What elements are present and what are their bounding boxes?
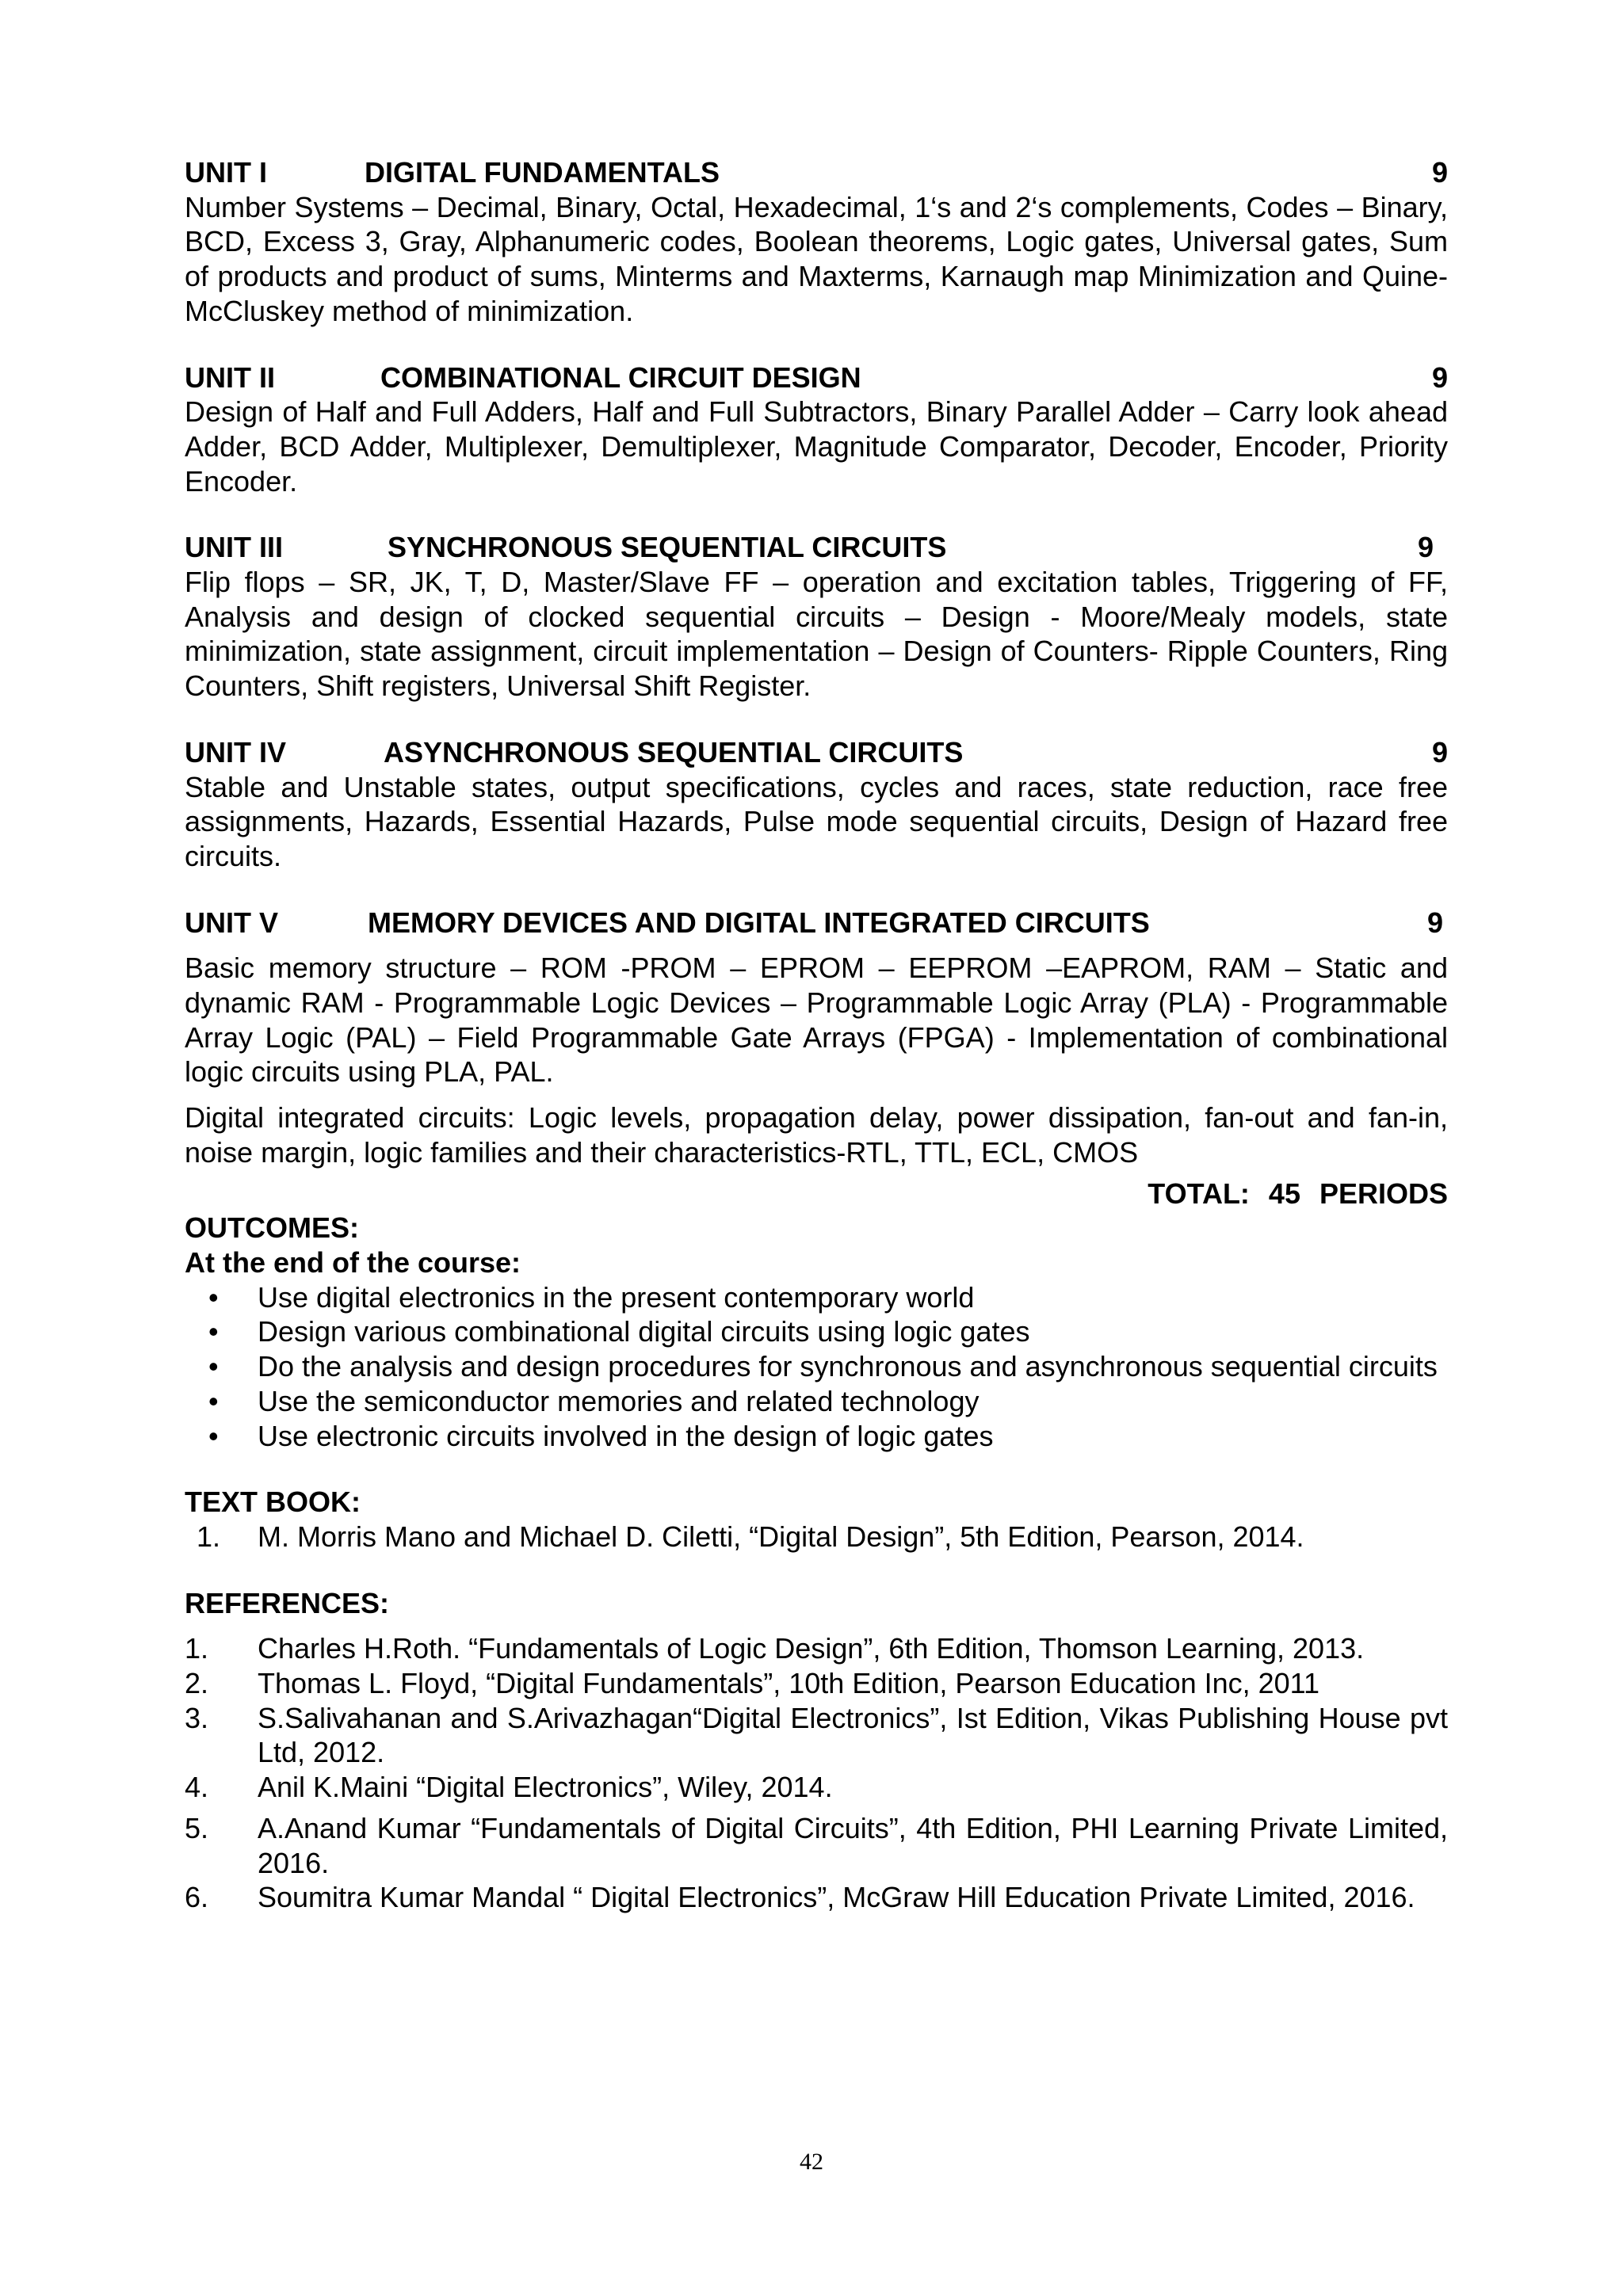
syllabus-page: [185, 155, 1448, 1915]
unit-1: [185, 155, 1448, 329]
list-item: 3. S.Salivahanan and S.Arivazhagan“Digital Electronics”, Ist Edition, Vikas Publishing House pvt Ltd, 2012.: [185, 1701, 1448, 1769]
unit-heading: [185, 906, 1448, 940]
item-number: 6.: [185, 1881, 209, 1914]
unit-content: Stable and Unstable states, output specifications, cycles and races, state reduction, race free assignments, Hazards, Essential Hazards, Pulse mode sequential circuits, Design of Hazard free circuits.: [185, 770, 1448, 872]
unit-number: UNIT I: [185, 156, 267, 189]
outcomes-heading: OUTCOMES:: [185, 1211, 359, 1245]
unit-content: Design of Half and Full Adders, Half and Full Subtractors, Binary Parallel Adder – Carry look ahead Adder, BCD Adder, Multiplexer, Demultiplexer, Magnitude Comparator, Decoder, Encoder, Priority Encoder.: [185, 395, 1448, 498]
list-item: 6. Soumitra Kumar Mandal “ Digital Electronics”, McGraw Hill Education Private Limited, 2016.: [185, 1881, 1415, 1914]
list-item: 1. M. Morris Mano and Michael D. Ciletti, “Digital Design”, 5th Edition, Pearson, 2014.: [197, 1520, 1304, 1553]
item-number: 3.: [185, 1701, 209, 1734]
item-number: 2.: [185, 1667, 209, 1700]
list-item: 5. A.Anand Kumar “Fundamentals of Digital Circuits”, 4th Edition, PHI Learning Private Limited, 2016.: [185, 1811, 1448, 1879]
unit-content-extra: Digital integrated circuits: Logic levels, propagation delay, power dissipation, fan-out and fan-in, noise margin, logic families and their characteristics-RTL, TTL, ECL, CMOS: [185, 1101, 1448, 1169]
textbook-heading: TEXT BOOK:: [185, 1486, 361, 1519]
item-number: 5.: [185, 1811, 209, 1844]
unit-content: Basic memory structure – ROM -PROM – EPROM – EEPROM –EAPROM, RAM – Static and dynamic RAM - Programmable Logic Devices – Programmable Logic Array (PLA) - Programmable Array Logic (PAL) – Field Programmable Gate Arrays (FPGA) - Implementation of combinational logic circuits using PLA, PAL.: [185, 952, 1448, 1089]
outcomes-list: [185, 1280, 1448, 1454]
unit-title: DIGITAL FUNDAMENTALS: [365, 156, 720, 189]
references-list: [185, 1631, 1448, 1915]
list-item: • Use digital electronics in the present contemporary world: [208, 1280, 975, 1314]
list-item: • Design various combinational digital circuits using logic gates: [208, 1315, 1030, 1348]
references-heading: REFERENCES:: [185, 1586, 390, 1619]
unit-number: UNIT V: [185, 906, 279, 939]
item-number: 1.: [185, 1632, 209, 1665]
bullet-icon: •: [208, 1315, 219, 1348]
unit-heading: [185, 530, 1448, 565]
unit-title: ASYNCHRONOUS SEQUENTIAL CIRCUITS: [384, 735, 964, 769]
unit-number: UNIT IV: [185, 735, 287, 769]
unit-hours: 9: [1431, 735, 1448, 769]
unit-3: [185, 530, 1448, 704]
unit-hours: 9: [1431, 156, 1448, 189]
unit-hours: 9: [1417, 531, 1434, 564]
unit-number: UNIT II: [185, 360, 275, 394]
unit-heading: [185, 360, 1448, 395]
list-item: 1. Charles H.Roth. “Fundamentals of Logic Design”, 6th Edition, Thomson Learning, 2013.: [185, 1632, 1365, 1665]
unit-number: UNIT III: [185, 531, 283, 564]
list-item: • Use electronic circuits involved in the design of logic gates: [208, 1419, 994, 1452]
unit-5: [185, 906, 1448, 1170]
bullet-icon: •: [208, 1280, 219, 1314]
unit-hours: 9: [1426, 906, 1443, 939]
unit-hours: 9: [1431, 360, 1448, 394]
unit-2: [185, 360, 1448, 499]
bullet-icon: •: [208, 1384, 219, 1417]
unit-title: SYNCHRONOUS SEQUENTIAL CIRCUITS: [388, 531, 947, 564]
unit-heading: [185, 155, 1448, 190]
list-item: • Use the semiconductor memories and related technology: [208, 1384, 980, 1417]
unit-heading: [185, 735, 1448, 770]
item-number: 1.: [197, 1520, 221, 1553]
list-item: • Do the analysis and design procedures for synchronous and asynchronous sequential circuits: [208, 1350, 1438, 1383]
unit-title: MEMORY DEVICES AND DIGITAL INTEGRATED CIRCUITS: [368, 906, 1150, 939]
unit-title: COMBINATIONAL CIRCUIT DESIGN: [380, 360, 861, 394]
item-number: 4.: [185, 1771, 209, 1804]
unit-content: Number Systems – Decimal, Binary, Octal, Hexadecimal, 1‘s and 2‘s complements, Codes – Binary, BCD, Excess 3, Gray, Alphanumeric codes, Boolean theorems, Logic gates, Universal gates, Sum of products and product of sums, Minterms and Maxterms, Karnaugh map Minimization and Quine-McCluskey method of minimization.: [185, 190, 1448, 327]
total-periods: TOTAL: 45 PERIODS: [1148, 1177, 1448, 1210]
list-item: 2. Thomas L. Floyd, “Digital Fundamentals”, 10th Edition, Pearson Education Inc, 2011: [185, 1667, 1320, 1700]
bullet-icon: •: [208, 1419, 219, 1452]
outcomes-subheading: At the end of the course:: [185, 1245, 521, 1279]
textbook-list: [185, 1520, 1448, 1554]
unit-4: [185, 735, 1448, 874]
page-number: 42: [800, 2149, 823, 2175]
unit-content: Flip flops – SR, JK, T, D, Master/Slave FF – operation and excitation tables, Triggering of FF, Analysis and design of clocked sequential circuits – Design - Moore/Mealy models, state minimization, state assignment, circuit implementation – Design of Counters- Ripple Counters, Ring Counters, Shift registers, Universal Shift Register.: [185, 566, 1448, 703]
list-item: 4. Anil K.Maini “Digital Electronics”, Wiley, 2014.: [185, 1771, 833, 1804]
bullet-icon: •: [208, 1350, 219, 1383]
